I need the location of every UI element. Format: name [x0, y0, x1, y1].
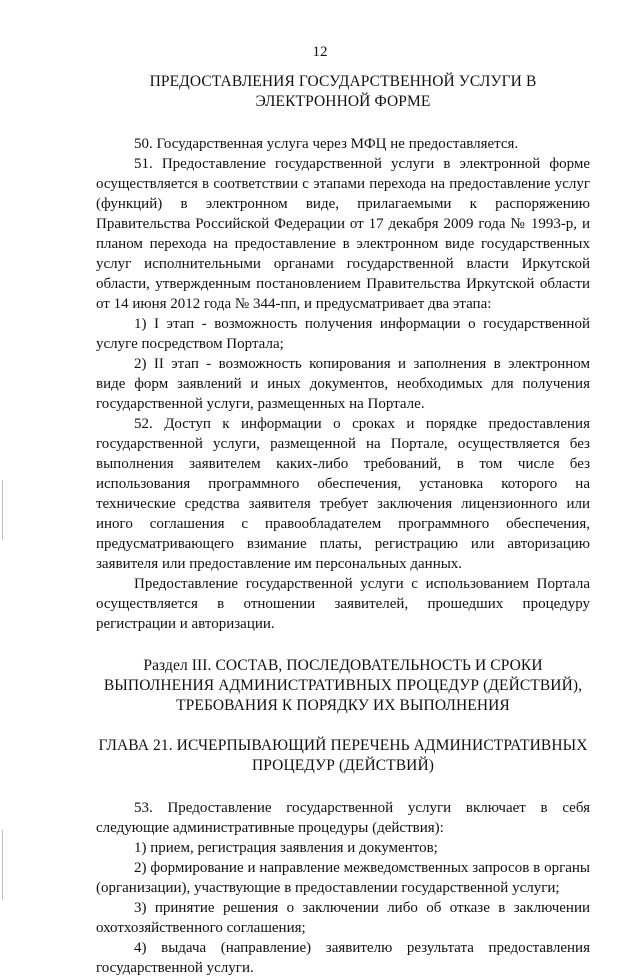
paragraph-51-stage-1: 1) I этап - возможность получения информации о государственной услуге посредством Портала; — [96, 316, 590, 352]
paragraph-51: 51. Предоставление государственной услуги в электронной форме осуществляется в соответствии с этапами перехода на предоставление услуг (функций) в электронном виде, прилагаемыми к распоряжению Правительства Российской Федерации от 17 декабря 2009 года № 1993-р, и планом перехода на предоставление в электронном виде государственных услуг исполнительными органами государственной власти Иркутской области, утвержденным постановлением Правительства Иркутской области от 14 июня 2012 года № 344-пп, и предусматривает два этапа: — [96, 156, 590, 312]
heading-section-3: Раздел III. СОСТАВ, ПОСЛЕДОВАТЕЛЬНОСТЬ И СРОКИ ВЫПОЛНЕНИЯ АДМИНИСТРАТИВНЫХ ПРОЦЕДУР (ДЕЙСТВИЙ), ТРЕБОВАНИЯ К ПОРЯДКУ ИХ ВЫПОЛНЕНИЯ — [103, 657, 583, 714]
heading-electronic-form: ПРЕДОСТАВЛЕНИЯ ГОСУДАРСТВЕННОЙ УСЛУГИ В ЭЛЕКТРОННОЙ ФОРМЕ — [149, 73, 537, 110]
paragraph-52: 52. Доступ к информации о сроках и порядке предоставления государственной услуги, размещенной на Портале, осуществляется без выполнения заявителем каких-либо требований, в том числе без использования программного обеспечения, установка которого на технические средства заявителя требует заключения лицензионного или иного соглашения с правообладателем программного обеспечения, предусматривающего взимание платы, регистрацию или авторизацию заявителя или предоставление им персональных данных. — [96, 416, 590, 572]
paragraph-51-stage-2: 2) II этап - возможность копирования и заполнения в электронном виде форм заявлений и иных документов, необходимых для получения государственной услуги, размещенных на Портале. — [96, 356, 590, 412]
scan-edge-mark-lower — [2, 830, 3, 900]
page-number: 12 — [312, 44, 328, 60]
paragraph-53-item-4: 4) выдача (направление) заявителю результата предоставления государственной услуги. — [96, 940, 590, 976]
scan-edge-mark — [2, 480, 3, 540]
paragraph-53: 53. Предоставление государственной услуги включает в себя следующие административные процедуры (действия): — [96, 800, 590, 836]
paragraph-53-item-1: 1) прием, регистрация заявления и документов; — [134, 840, 438, 856]
paragraph-52-portal: Предоставление государственной услуги с использованием Портала осуществляется в отношении заявителей, прошедших процедуру регистрации и авторизации. — [96, 576, 590, 632]
paragraph-53-item-3: 3) принятие решения о заключении либо об отказе в заключении охотхозяйственного соглашения; — [96, 900, 590, 936]
heading-chapter-21: ГЛАВА 21. ИСЧЕРПЫВАЮЩИЙ ПЕРЕЧЕНЬ АДМИНИСТРАТИВНЫХ ПРОЦЕДУР (ДЕЙСТВИЙ) — [98, 737, 588, 774]
paragraph-50: 50. Государственная услуга через МФЦ не предоставляется. — [134, 136, 519, 152]
document-body — [96, 72, 590, 978]
paragraph-53-item-2: 2) формирование и направление межведомственных запросов в органы (организации), участвующие в предоставлении государственной услуги; — [96, 860, 590, 896]
